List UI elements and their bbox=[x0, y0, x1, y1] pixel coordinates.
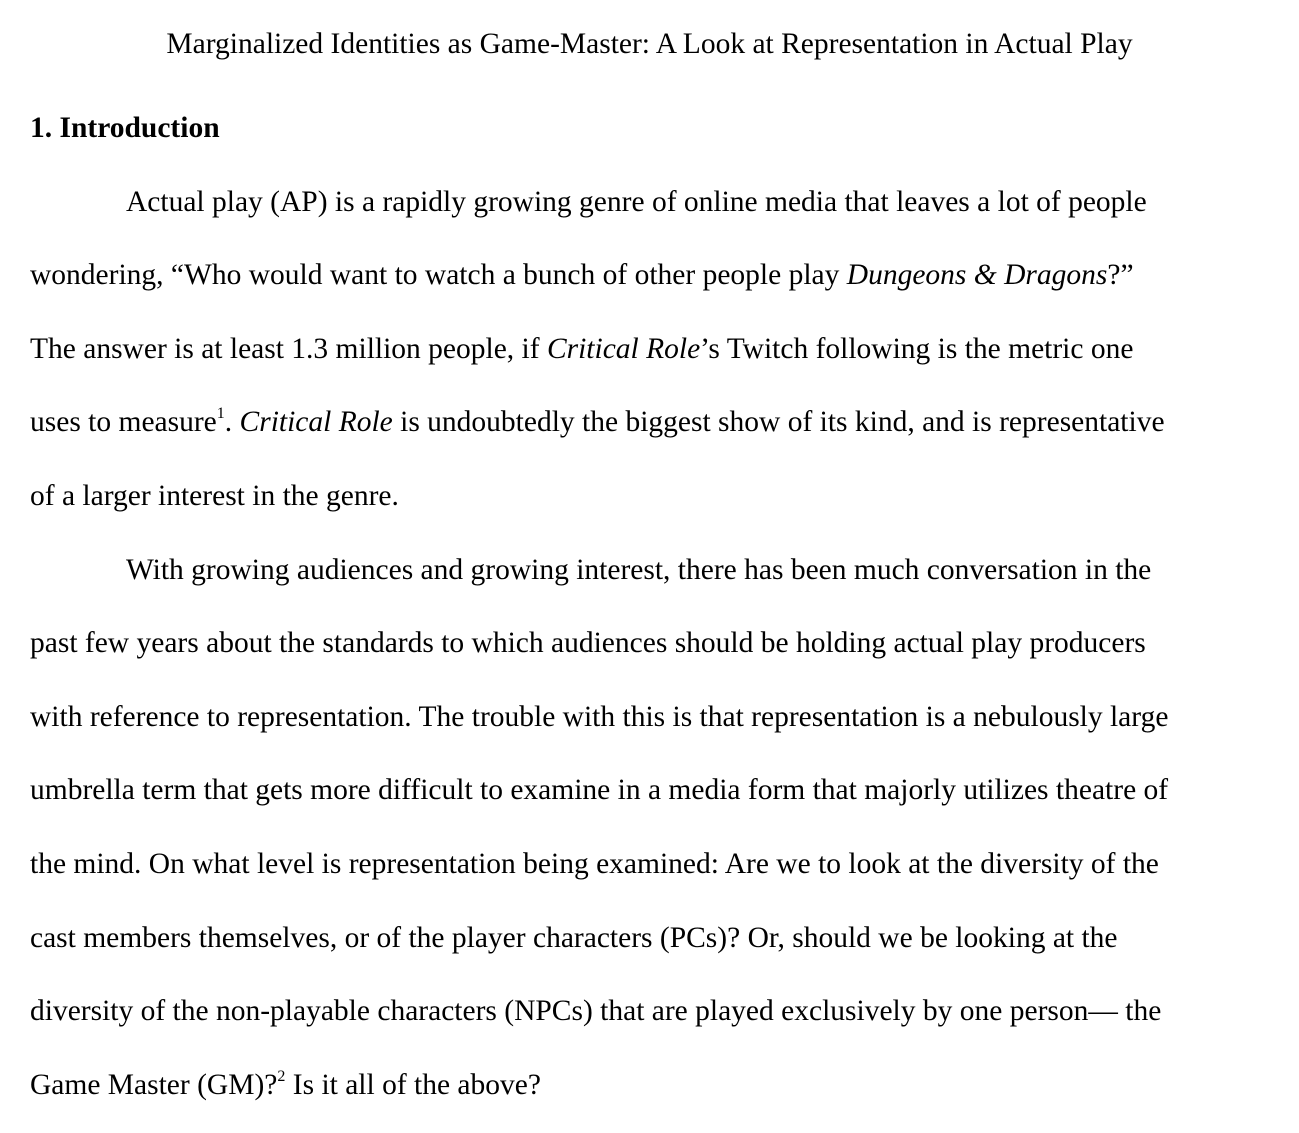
italic-title: Critical Role bbox=[239, 406, 393, 438]
section-heading: 1. Introduction bbox=[30, 112, 220, 144]
footnote-marker-1[interactable]: 1 bbox=[216, 405, 225, 422]
text-run: wondering, “Who would want to watch a bunch of other people play bbox=[30, 259, 847, 291]
text-run: Game Master (GM)? bbox=[30, 1069, 278, 1101]
paragraph-2-line-1 bbox=[126, 552, 1151, 588]
text-run: diversity of the non-playable characters (NPCs) that are played exclusively by one person— the bbox=[30, 995, 1162, 1027]
text-run: ?” bbox=[1107, 259, 1134, 291]
paragraph-1-line-1 bbox=[126, 184, 1147, 220]
text-run: the mind. On what level is representation being examined: Are we to look at the diversity of the bbox=[30, 848, 1159, 880]
text-run: . bbox=[224, 406, 240, 438]
text-run: cast members themselves, or of the player characters (PCs)? Or, should we be looking at the bbox=[30, 922, 1118, 954]
paragraph-1-line-5 bbox=[30, 478, 399, 514]
text-run: of a larger interest in the genre. bbox=[30, 480, 399, 512]
text-run: ’s Twitch following is the metric one bbox=[700, 333, 1134, 365]
paragraph-2-line-5 bbox=[30, 846, 1159, 882]
paragraph-2-line-7 bbox=[30, 993, 1161, 1029]
text-run: With growing audiences and growing interest, there has been much conversation in the bbox=[126, 554, 1152, 586]
text-run: uses to measure bbox=[30, 406, 217, 438]
paragraph-2-line-3 bbox=[30, 699, 1168, 735]
paragraph-1-line-2 bbox=[30, 257, 1134, 293]
italic-title: Critical Role bbox=[546, 333, 701, 365]
paragraph-1-line-3 bbox=[30, 331, 1133, 367]
paragraph-2-line-2 bbox=[30, 625, 1146, 661]
italic-title: Dungeons & Dragons bbox=[846, 259, 1108, 291]
text-run: past few years about the standards to which audiences should be holding actual play producers bbox=[30, 627, 1146, 659]
text-run: The answer is at least 1.3 million people, if bbox=[30, 333, 547, 365]
document-title: Marginalized Identities as Game-Master: A Look at Representation in Actual Play bbox=[166, 28, 1133, 60]
text-run: is undoubtedly the biggest show of its kind, and is representative bbox=[392, 406, 1165, 438]
paragraph-2-line-4 bbox=[30, 772, 1168, 808]
paragraph-2-line-8 bbox=[30, 1067, 541, 1103]
paragraph-2-line-6 bbox=[30, 920, 1118, 956]
text-run: Is it all of the above? bbox=[285, 1069, 541, 1101]
text-run: with reference to representation. The trouble with this is that representation is a nebulously large bbox=[30, 701, 1169, 733]
footnote-marker-2[interactable]: 2 bbox=[277, 1068, 286, 1085]
text-run: umbrella term that gets more difficult to examine in a media form that majorly utilizes theatre of bbox=[30, 774, 1169, 806]
text-run: Actual play (AP) is a rapidly growing genre of online media that leaves a lot of people bbox=[126, 186, 1147, 218]
paragraph-1-line-4 bbox=[30, 404, 1165, 440]
